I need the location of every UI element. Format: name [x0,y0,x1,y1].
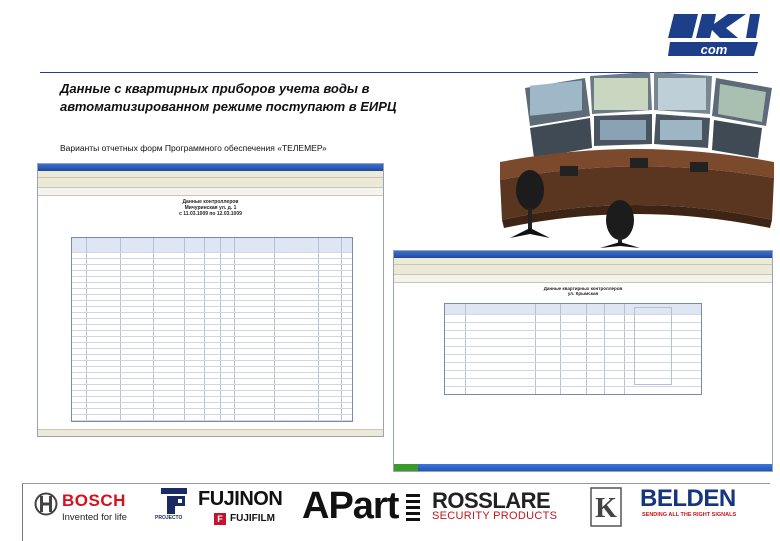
browser-addressbar [38,188,383,196]
table-row-divider [72,330,352,331]
table-row-divider [72,378,352,379]
browser-titlebar [38,164,383,171]
kramer-logo [590,487,622,527]
table-row-divider [72,348,352,349]
slide-subheading: Варианты отчетных форм Программного обеспечения «ТЕЛЕМЕР» [60,143,327,153]
table-column-divider [465,304,466,394]
projecto-logo [155,488,195,528]
table-row-divider [72,318,352,319]
belden-logo [640,487,770,527]
table-row-divider [72,360,352,361]
strip-divider [22,484,23,541]
table-row-divider [72,258,352,259]
report-title-line-1: Данные контроллеров [182,199,239,205]
rosslare-name: ROSSLARE [432,488,551,513]
fujinon-name: FUJINON [198,488,283,510]
table-header [72,238,352,253]
table-row-divider [72,312,352,313]
browser-addressbar [394,275,772,283]
table-column-divider [624,304,625,394]
control-room-image [490,70,780,250]
report-title-line-3: с 11.03.1009 по 12.03.1009 [179,211,242,217]
table-row-divider [72,294,352,295]
table-row-divider [72,384,352,385]
fujifilm-name: FUJIFILM [230,513,275,524]
table-column-divider [586,304,587,394]
table-row-divider [72,342,352,343]
rosslare-logo [432,488,582,528]
browser-titlebar [394,251,772,258]
side-links [634,307,672,385]
table-row-divider [72,270,352,271]
table-row-divider [72,414,352,415]
rosslare-sub: SECURITY PRODUCTS [432,510,558,522]
table-row-divider [72,306,352,307]
fujifilm-badge: F [214,513,226,525]
table-row-divider [72,300,352,301]
report-title-line-2: ул. Крымская [567,291,599,296]
apart-bars-icon [406,494,420,524]
table-row-divider [72,396,352,397]
bosch-name: BOSCH [62,491,126,510]
table-column-divider [535,304,536,394]
table-row-divider [72,372,352,373]
projecto-mark-icon [161,488,187,514]
bosch-tagline: Invented for life [62,512,127,523]
projecto-name: PROJECTO [155,515,183,521]
heading-line-2: автоматизированном режиме поступают в ЕИРЦ [60,99,397,114]
kramer-icon [590,487,622,527]
table-row-divider [72,288,352,289]
table-row-divider [72,390,352,391]
table-row-divider [72,282,352,283]
table-row-divider [72,324,352,325]
windows-taskbar [394,464,772,471]
browser-menubar [38,171,383,178]
slide-heading [60,80,440,116]
browser-menubar [394,258,772,265]
report-title-line-2: Мичуринская ул. д. 1 [184,205,237,211]
bosch-logo [34,488,154,528]
company-logo [668,12,760,58]
table-row-divider [72,252,352,253]
report-screenshot-1 [37,163,384,437]
apart-logo [302,486,422,530]
table-row-divider [72,276,352,277]
table-column-divider [560,304,561,394]
table-row-divider [72,336,352,337]
heading-line-1: Данные с квартирных приборов учета воды в [60,81,370,96]
report-title-line-1: Данные квартирных контроллеров [543,286,623,291]
belden-tagline: SENDING ALL THE RIGHT SIGNALS [642,512,737,518]
report-screenshot-2 [393,250,773,472]
browser-toolbar [38,178,383,188]
apart-name: APart [302,485,399,527]
report-title [394,286,772,296]
table-row-divider [72,408,352,409]
table-row-divider [72,366,352,367]
table-column-divider [604,304,605,394]
table-row-divider [445,386,701,387]
table-row-divider [72,420,352,421]
table-row-divider [72,402,352,403]
fujinon-logo [196,486,296,530]
browser-toolbar [394,265,772,275]
table-row-divider [72,354,352,355]
report-table [71,237,353,422]
start-button [394,464,418,471]
table-row-divider [72,264,352,265]
browser-statusbar [38,429,383,436]
kramer-letter: K [595,493,617,524]
belden-name: BELDEN [640,485,736,512]
report-title [38,199,383,217]
bosch-armature-icon [34,492,58,516]
logo-text: com [700,42,728,57]
